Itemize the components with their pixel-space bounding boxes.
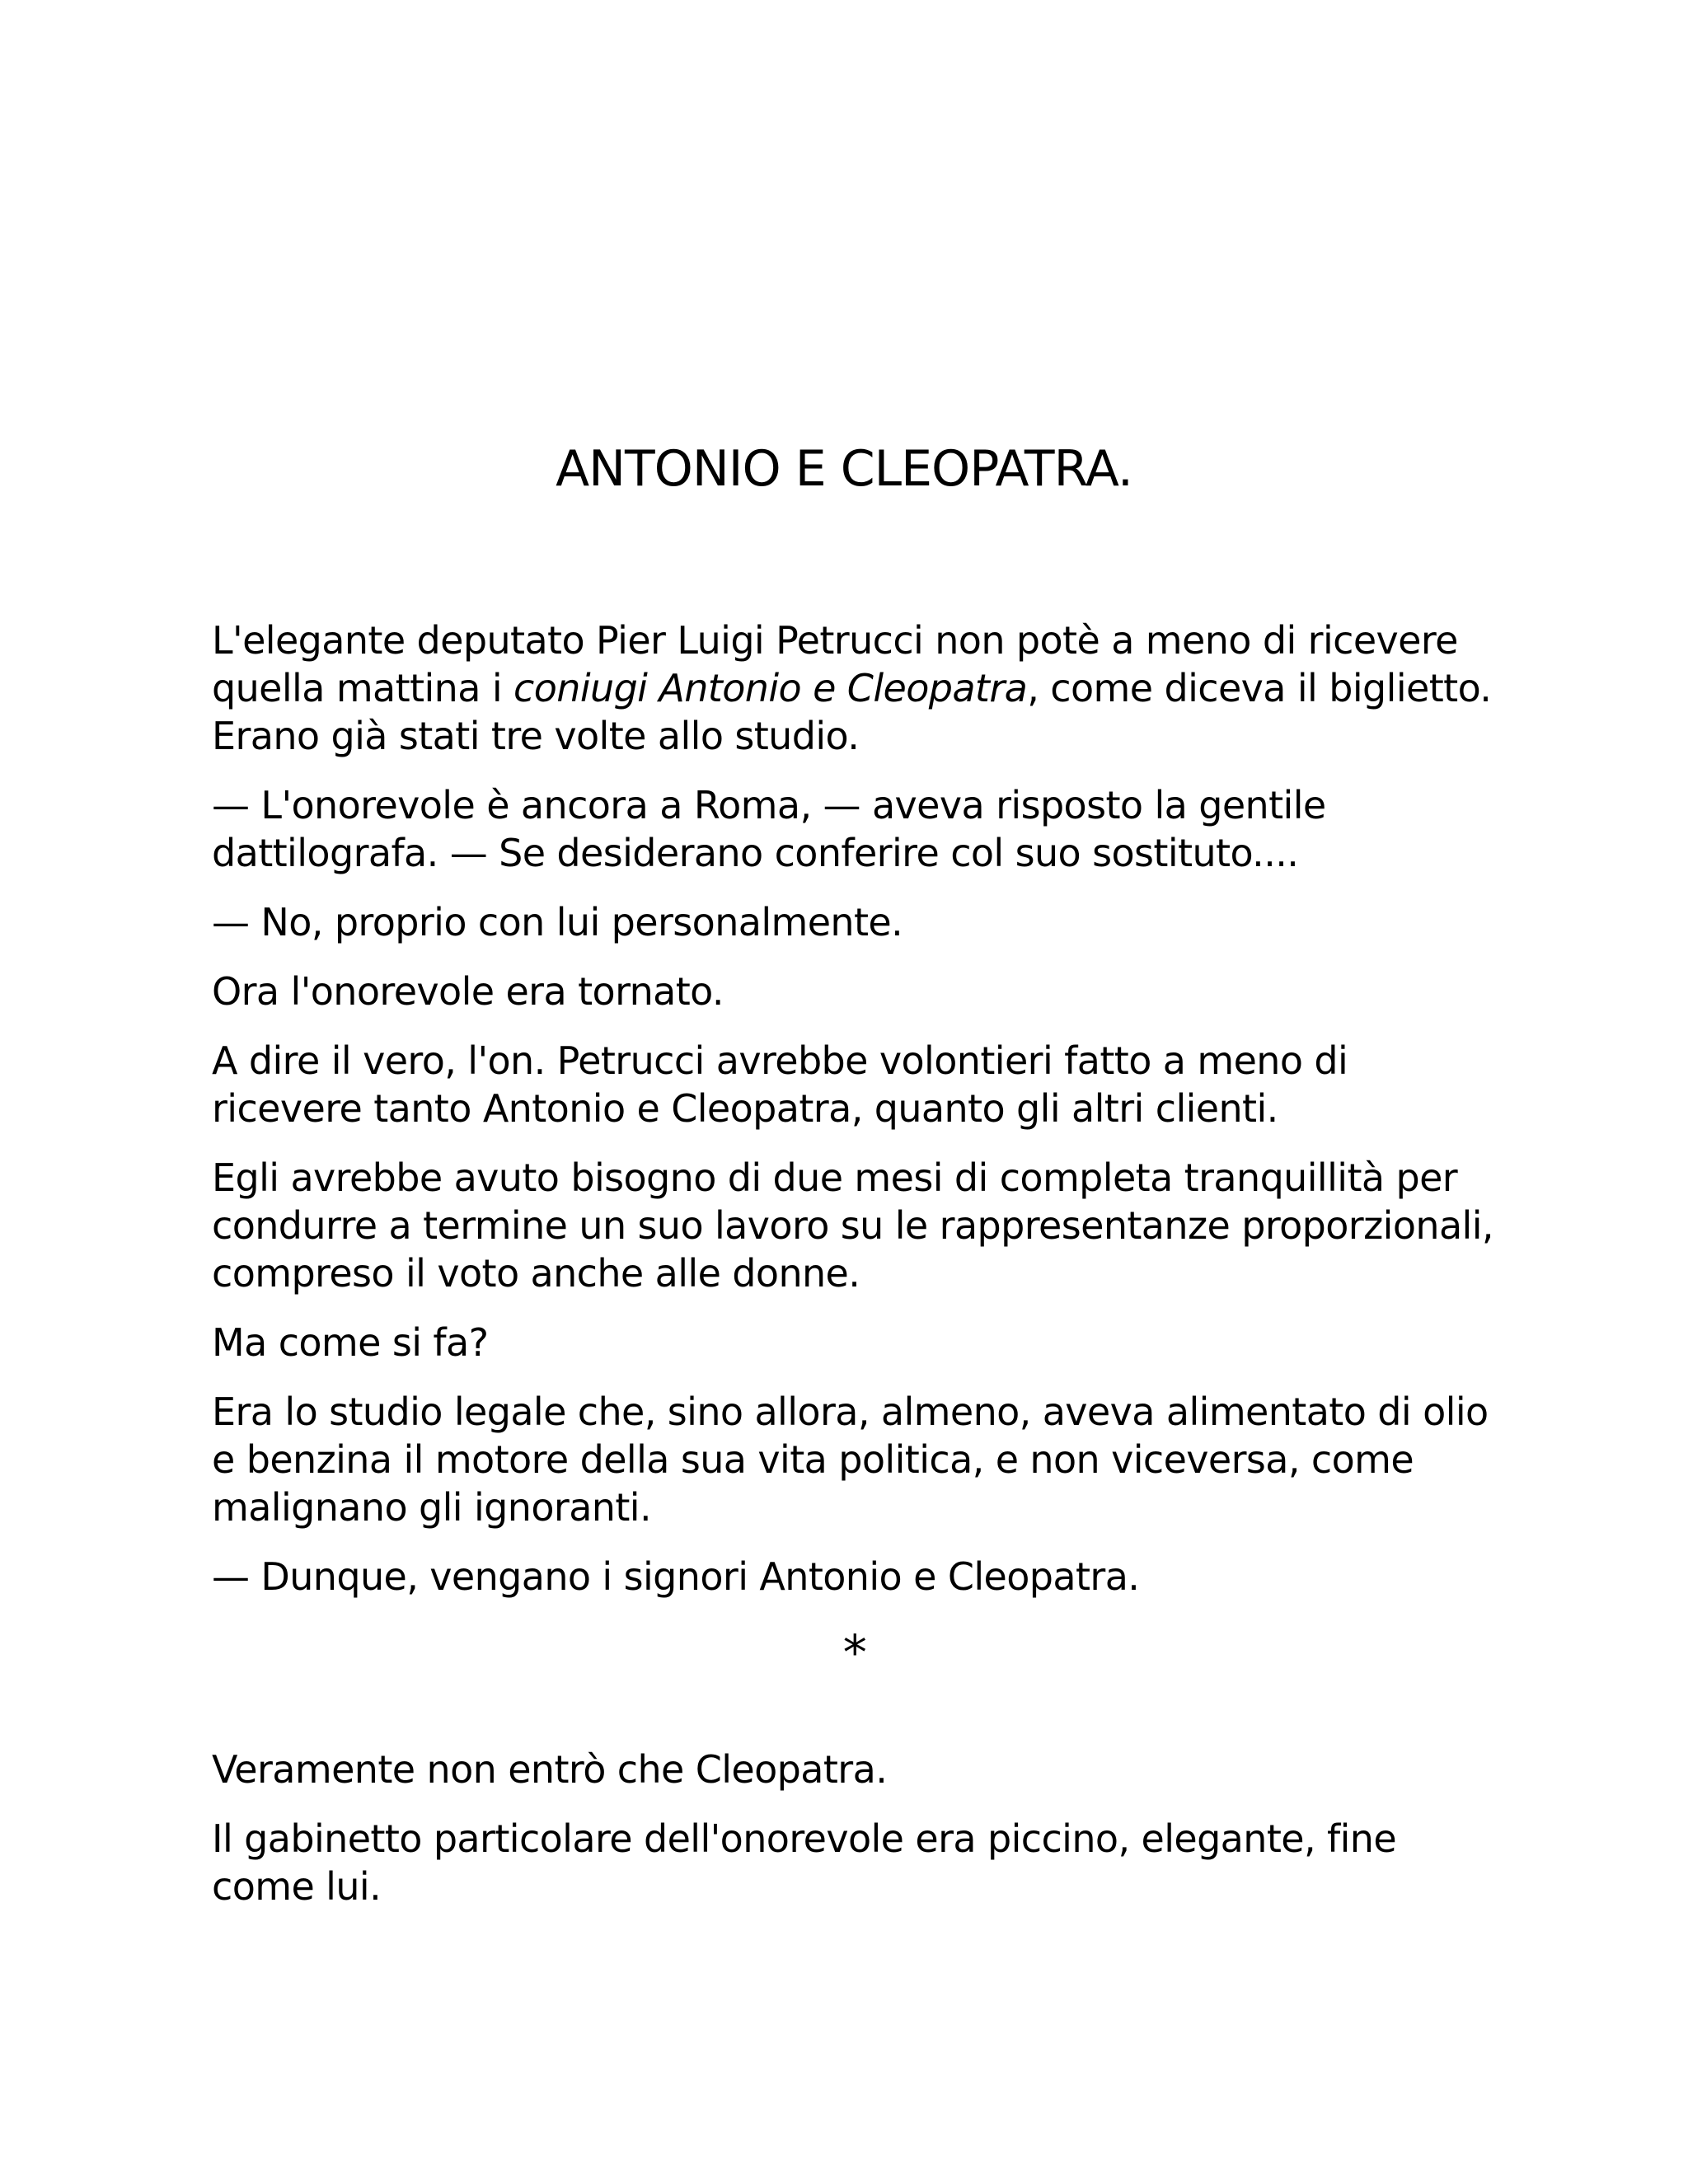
section-separator: * bbox=[842, 1624, 867, 1680]
paragraph: Veramente non entrò che Cleopatra. bbox=[212, 1747, 888, 1792]
paragraph bbox=[212, 616, 1498, 760]
paragraph: Era lo studio legale che, sino allora, almeno, aveva alimentato di olio e benzina il motore della sua vita politica, e non viceversa, come malignano gli ignoranti. bbox=[212, 1390, 1489, 1530]
italic-phrase: coniugi Antonio e Cleopatra bbox=[513, 666, 1028, 710]
paragraph-text: , come diceva il biglietto. Erano già stati tre volte allo studio. bbox=[212, 666, 1492, 758]
paragraph: — Dunque, vengano i signori Antonio e Cleopatra. bbox=[212, 1554, 1140, 1599]
paragraph: — L'onorevole è ancora a Roma, — aveva risposto la gentile dattilografa. — Se desiderano conferire col suo sostituto.... bbox=[212, 783, 1326, 875]
paragraph: Ma come si fa? bbox=[212, 1320, 489, 1365]
chapter-body bbox=[212, 616, 1498, 1932]
paragraph: Egli avrebbe avuto bisogno di due mesi di completa tranquillità per condurre a termine un suo lavoro su le rappresentanze proporzionali, compreso il voto anche alle donne. bbox=[212, 1155, 1493, 1296]
chapter-title: ANTONIO E CLEOPATRA. bbox=[556, 440, 1132, 498]
paragraph: — No, proprio con lui personalmente. bbox=[212, 900, 903, 944]
paragraph: A dire il vero, l'on. Petrucci avrebbe volontieri fatto a meno di ricevere tanto Antonio e Cleopatra, quanto gli altri clienti. bbox=[212, 1038, 1348, 1131]
paragraph: Ora l'onorevole era tornato. bbox=[212, 969, 724, 1014]
paragraph-text: L'elegante deputato Pier Luigi Petrucci non potè a meno di ricevere quella mattina i bbox=[212, 618, 1458, 710]
paragraph: Il gabinetto particolare dell'onorevole era piccino, elegante, fine come lui. bbox=[212, 1816, 1397, 1909]
